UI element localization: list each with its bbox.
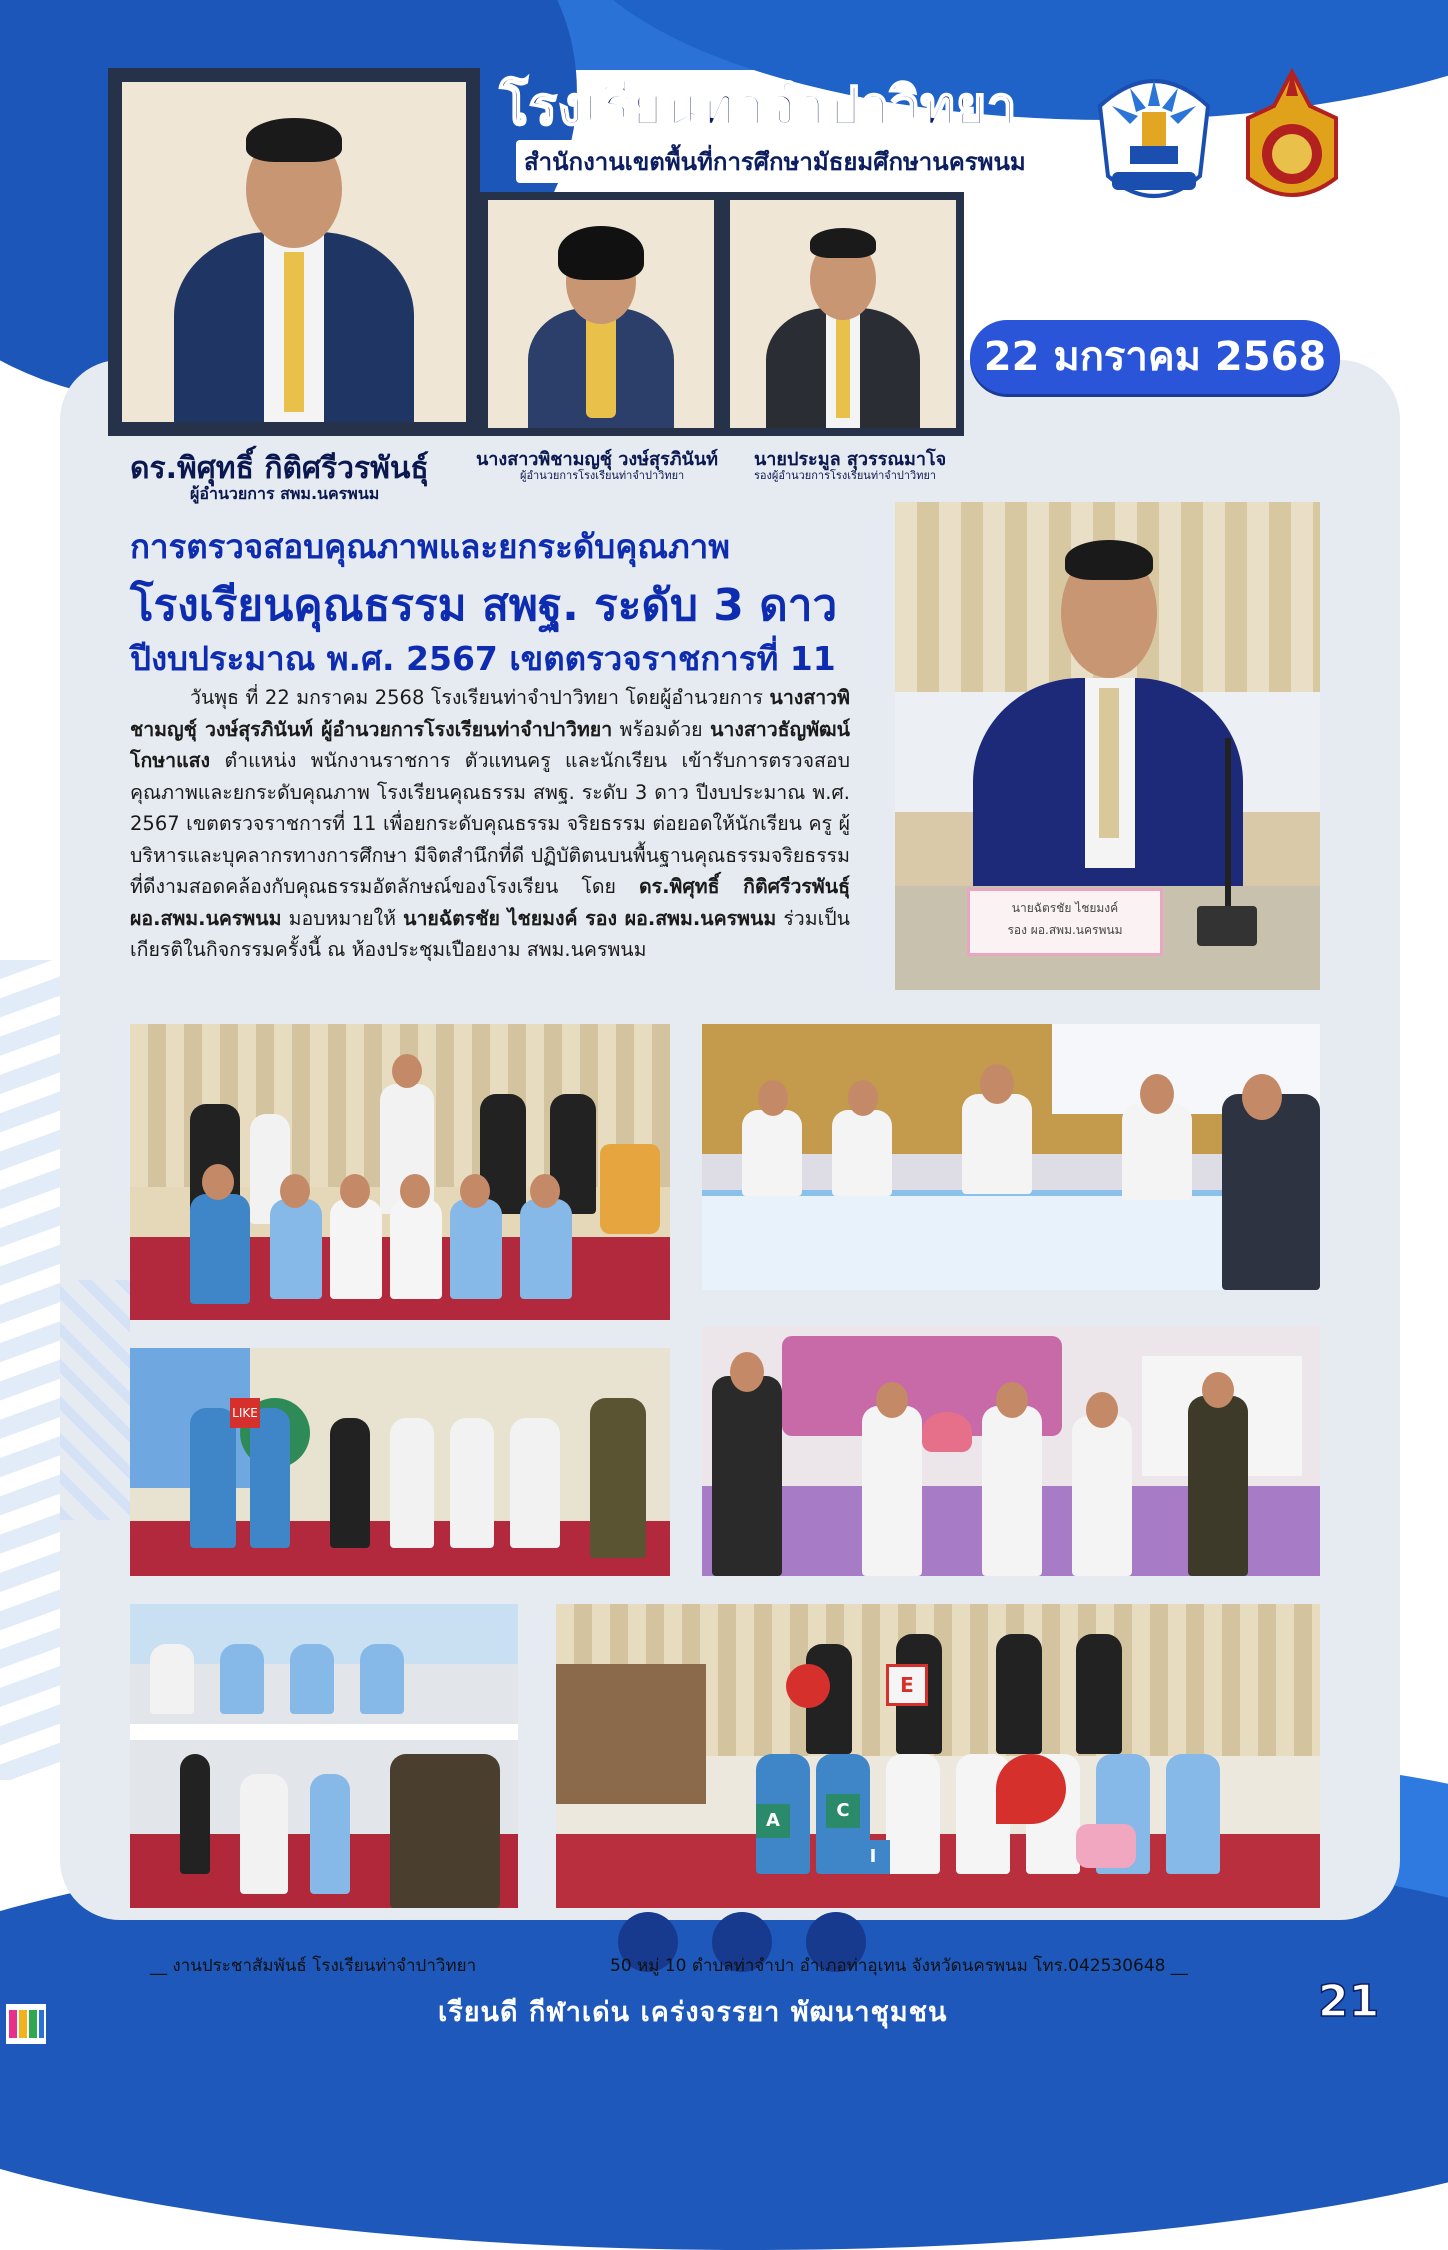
article-body: วันพุธ ที่ 22 มกราคม 2568 โรงเรียนท่าจำปาวิทยา โดยผู้อำนวยการ นางสาวพิชามญชุ์ วงษ์สุรภินันท์ ผู้อำนวยการโรงเรียนท่าจำปาวิทยา พร้อมด้วย นางสาวธัญพัฒน์ โกษาแสง ตำแหน่ง พนักงานราชการ ตัวแทนครู และนักเรียน เข้ารับการตรวจสอบคุณภาพและยกระดับคุณภาพ โรงเรียนคุณธรรม สพฐ. ระดับ 3 ดาว ปีงบประมาณ พ.ศ. 2567 เขตตรวจราชการที่ 11 เพื่อยกระดับคุณธรรม จริยธรรม ต่อยอดให้นักเรียน ครู ผู้บริหารและบุคลากรทางการศึกษา มีจิตสำนึกที่ดี ปฏิบัติตนบนพื้นฐานคุณธรรมจริยธรรมที่ดีงามสอดคล้องกับคุณธรรมอัตลักษณ์ของโรงเรียน โดย ดร.พิศุทธิ์ กิติศรีวรพันธุ์ ผอ.สพม.นครพนม มอบหมายให้ นายฉัตรชัย ไชยมงค์ รอง ผอ.สพม.นครพนม ร่วมเป็นเกียรติในกิจกรรมครั้งนี้ ณ ห้องประชุมเปือยงาม สพม.นครพนม: [130, 686, 850, 961]
article-title-line3: ปีงบประมาณ พ.ศ. 2567 เขตตรวจราชการที่ 11: [130, 639, 836, 678]
page-number: 21: [1318, 1976, 1380, 2027]
footer-pr: __ งานประชาสัมพันธ์ โรงเรียนท่าจำปาวิทยา: [150, 1956, 477, 1976]
deputy-position: รองผู้อำนวยการโรงเรียนท่าจำปาวิทยา: [754, 469, 937, 482]
article-title-line2: โรงเรียนคุณธรรม สพฐ. ระดับ 3 ดาว: [130, 580, 838, 631]
school-motto: เรียนดี กีฬาเด่น เคร่งจรรยา พัฒนาชุมชน: [438, 1997, 948, 2028]
article-title-line1: การตรวจสอบคุณภาพและยกระดับคุณภาพ: [130, 527, 730, 566]
principal-photo: [488, 200, 714, 428]
nameplate: นายฉัตรชัย ไชยมงค์ รอง ผอ.สพม.นครพนม: [967, 888, 1163, 956]
deputy-photo: [730, 200, 956, 428]
gallery-photo-1: [130, 1024, 670, 1320]
director-name: ดร.พิศุทธิ์ กิติศรีวรพันธุ์: [130, 451, 429, 486]
principal-name: นางสาวพิชามญชุ์ วงษ์สุรภินันท์: [476, 449, 719, 470]
decor-chevrons: [60, 1280, 130, 1520]
date-badge: 22 มกราคม 2568: [970, 320, 1340, 394]
gallery-photo-4: [702, 1326, 1320, 1576]
gallery-photo-6: E A C I: [556, 1604, 1320, 1908]
gallery-photo-2: [702, 1024, 1320, 1290]
corner-logo-icon: [6, 2004, 46, 2044]
principal-position: ผู้อำนวยการโรงเรียนท่าจำปาวิทยา: [520, 469, 685, 482]
deputy-name: นายประมูล สุวรรณมาโจ: [754, 449, 947, 470]
school-name: โรงเรียนท่าจำปาวิทยา: [500, 77, 1018, 137]
vip-photo: [895, 502, 1320, 990]
school-logo: [1090, 66, 1218, 216]
office-name: สำนักงานเขตพื้นที่การศึกษามัธยมศึกษานครพนม: [516, 140, 1034, 183]
gallery-photo-3: LIKE: [130, 1348, 670, 1576]
decor-stripes: [0, 960, 60, 1780]
director-position: ผู้อำนวยการ สพม.นครพนม: [190, 484, 380, 503]
footer-address: 50 หมู่ 10 ตำบลท่าจำปา อำเภอท่าอุเทน จังหวัดนครพนม โทร.042530648 __: [610, 1956, 1188, 1976]
obec-logo: [1236, 66, 1348, 216]
director-photo: [122, 82, 466, 422]
gallery-photo-5: [130, 1604, 518, 1908]
